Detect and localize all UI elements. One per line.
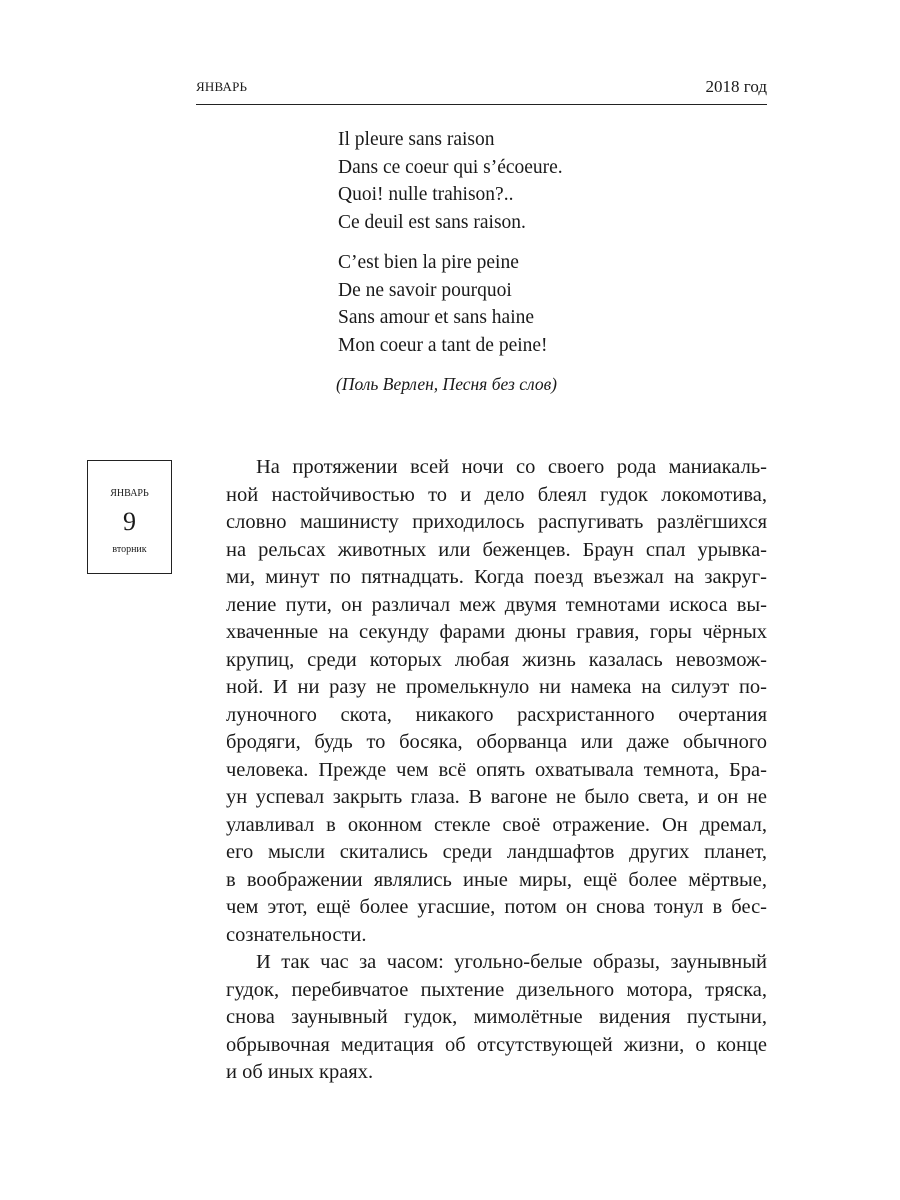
- running-head: [196, 78, 767, 105]
- epigraph-attribution: (Поль Верлен, Песня без слов): [336, 374, 558, 394]
- text-line: ной настойчивостью то и дело блеял гудок локомотива,: [226, 483, 767, 506]
- text-line: ун успевал закрыть глаза. В вагоне не было света, и он не: [226, 786, 767, 808]
- paragraph-2: [196, 949, 767, 1087]
- text-line: сознательности.: [226, 923, 367, 946]
- date-box: [87, 460, 172, 574]
- epigraph: [338, 126, 758, 372]
- text-line: его мысли скитались среди ландшафтов других планет,: [226, 841, 767, 863]
- text-line: улавливал в оконном стекле своё отражение. Он дремал,: [226, 813, 767, 836]
- verse-line: C’est bien la pire peine: [338, 252, 519, 273]
- running-head-year: 2018 год: [705, 77, 767, 96]
- text-line: крупиц, среди которых любая жизнь казалась невозмож-: [226, 648, 767, 671]
- text-line: луночного скота, никакого расхристанного очертания: [226, 703, 767, 726]
- text-line: на рельсах животных или беженцев. Браун спал урывка-: [226, 538, 767, 561]
- text-line: гудок, перебивчатое пыхтение дизельного мотора, тряска,: [226, 978, 767, 1001]
- text-line: снова заунывный гудок, мимолётные видения пустыни,: [226, 1006, 767, 1028]
- verse-line: Mon coeur a tant de peine!: [338, 334, 548, 356]
- text-line: ление пути, он различал меж двумя темнотами искоса вы-: [226, 593, 767, 616]
- text-line: бродяги, будь то босяка, оборванца или даже обычного: [226, 731, 767, 753]
- text-line: И так час за часом: угольно-белые образы, заунывный: [256, 951, 767, 973]
- date-day: 9: [123, 507, 136, 536]
- text-line: человека. Прежде чем всё опять охватывала темнота, Бра-: [226, 758, 767, 781]
- verse-line: Sans amour et sans haine: [338, 307, 535, 328]
- body-text: [196, 454, 767, 1087]
- epigraph-stanza: [338, 249, 758, 359]
- verse-line: Quoi! nulle trahison?..: [338, 184, 514, 205]
- date-month: ЯНВАРЬ: [110, 488, 149, 499]
- verse-line: Ce deuil est sans raison.: [338, 211, 526, 233]
- text-line: обрывочная медитация об отсутствующей жизни, о конце: [226, 1033, 767, 1056]
- text-line: ной. И ни разу не промелькнуло ни намека на силуэт по-: [226, 676, 767, 698]
- text-line: и об иных краях.: [226, 1061, 374, 1083]
- text-line: в воображении являлись иные миры, ещё более мёртвые,: [226, 868, 767, 891]
- text-line: На протяжении всей ночи со своего рода маниакаль-: [256, 456, 767, 478]
- verse-line: Il pleure sans raison: [338, 129, 495, 150]
- text-line: чем этот, ещё более угасшие, потом он снова тонул в бес-: [226, 896, 767, 918]
- text-line: ми, минут по пятнадцать. Когда поезд въезжал на закруг-: [226, 566, 767, 588]
- verse-line: Dans ce coeur qui s’écoeure.: [338, 156, 563, 178]
- running-head-section: ЯНВАРЬ: [196, 79, 248, 94]
- paragraph-1: [196, 454, 767, 949]
- date-weekday: вторник: [112, 544, 147, 555]
- verse-line: De ne savoir pourquoi: [338, 279, 512, 301]
- text-line: хваченные на секунду фарами дюны гравия, горы чёрных: [226, 621, 767, 643]
- text-line: словно машинисту приходилось распугивать разлёгшихся: [226, 511, 767, 533]
- epigraph-stanza: [338, 126, 758, 236]
